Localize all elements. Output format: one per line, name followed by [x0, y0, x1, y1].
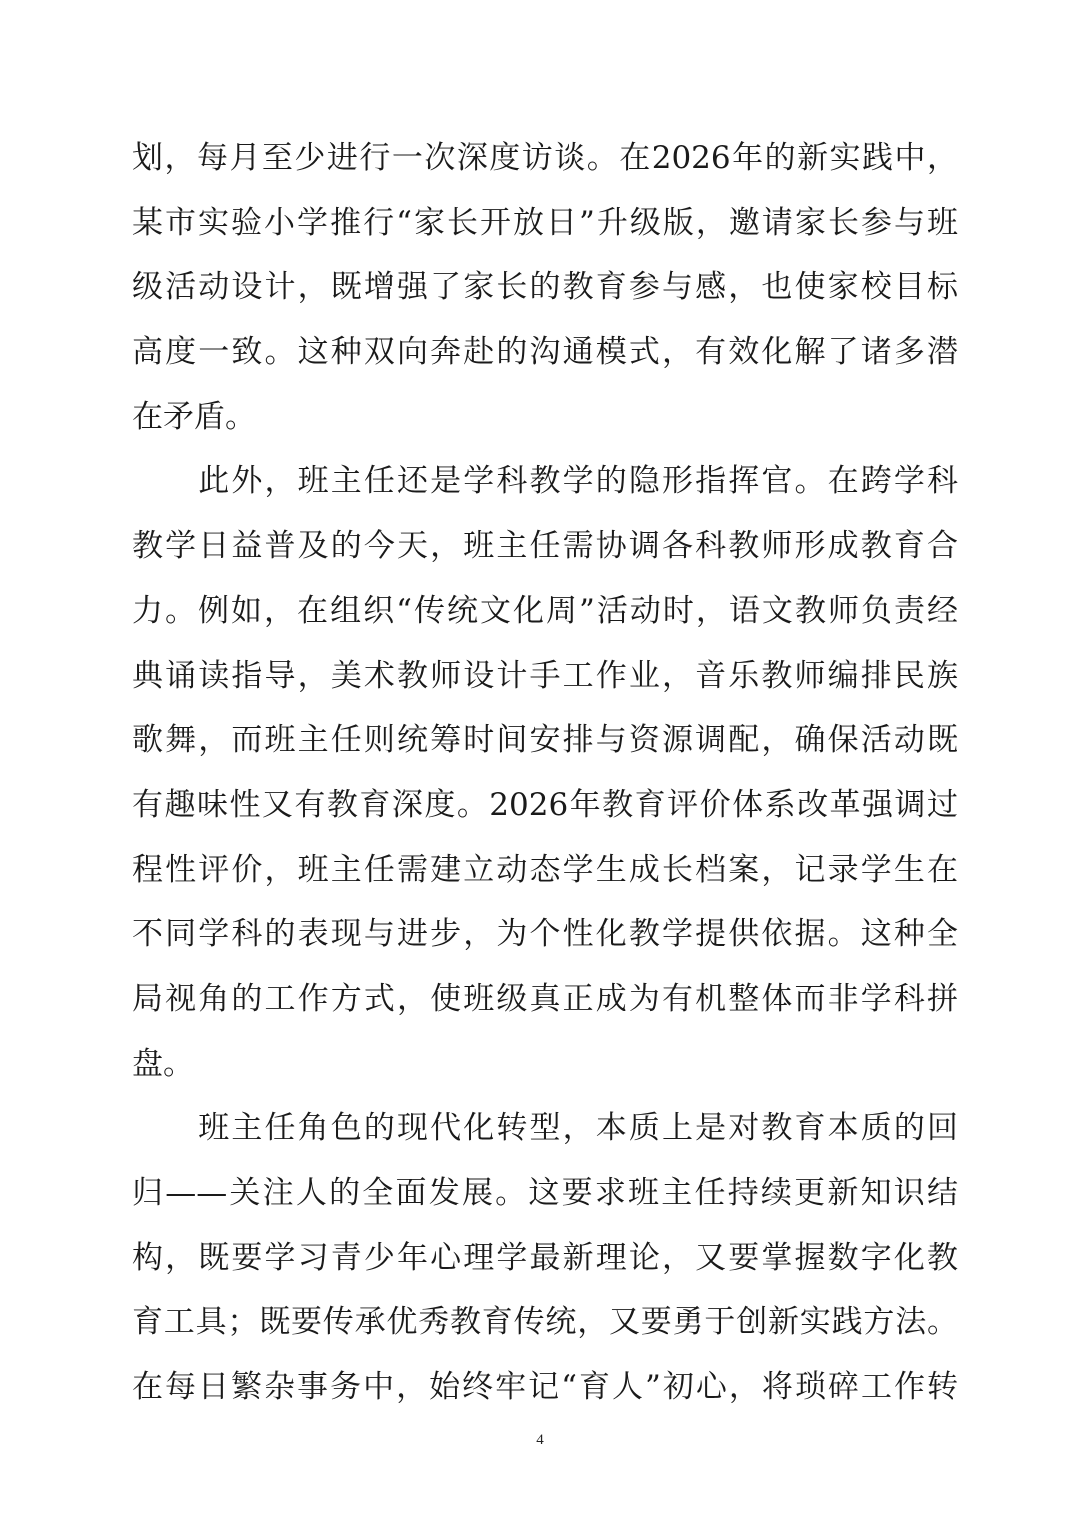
body-text [132, 126, 958, 1420]
text-line: 歌舞，而班主任则统筹时间安排与资源调配，确保活动既 [132, 722, 958, 759]
text-line: 程性评价，班主任需建立动态学生成长档案，记录学生在 [132, 851, 958, 888]
text-line: 局视角的工作方式，使班级真正成为有机整体而非学科拼 [132, 980, 958, 1017]
page-number: 4 [536, 1432, 544, 1448]
text-line: 教学日益普及的今天，班主任需协调各科教师形成教育合 [132, 528, 958, 565]
text-line: 高度一致。这种双向奔赴的沟通模式，有效化解了诸多潜 [132, 334, 958, 371]
text-line: 典诵读指导，美术教师设计手工作业，音乐教师编排民族 [132, 657, 958, 694]
text-line: 班主任角色的现代化转型，本质上是对教育本质的回 [132, 1110, 958, 1147]
text-line: 在矛盾。 [132, 398, 256, 435]
text-line: 有趣味性又有教育深度。2026年教育评价体系改革强调过 [132, 786, 958, 823]
text-line: 划，每月至少进行一次深度访谈。在2026年的新实践中， [132, 140, 958, 176]
text-line: 盘。 [132, 1045, 194, 1082]
text-line: 级活动设计，既增强了家长的教育参与感，也使家校目标 [132, 269, 958, 306]
text-line: 力。例如，在组织“传统文化周”活动时，语文教师负责经 [132, 592, 958, 629]
text-line: 此外，班主任还是学科教学的隐形指挥官。在跨学科 [132, 463, 958, 500]
text-line: 育工具；既要传承优秀教育传统，又要勇于创新实践方法。 [132, 1304, 958, 1341]
text-line: 构，既要学习青少年心理学最新理论，又要掌握数字化教 [132, 1239, 958, 1276]
text-line: 某市实验小学推行“家长开放日”升级版，邀请家长参与班 [132, 204, 958, 241]
text-line: 在每日繁杂事务中，始终牢记“育人”初心，将琐碎工作转 [132, 1369, 958, 1406]
text-line: 不同学科的表现与进步，为个性化教学提供依据。这种全 [132, 916, 958, 953]
text-line: 归——关注人的全面发展。这要求班主任持续更新知识结 [132, 1175, 958, 1211]
